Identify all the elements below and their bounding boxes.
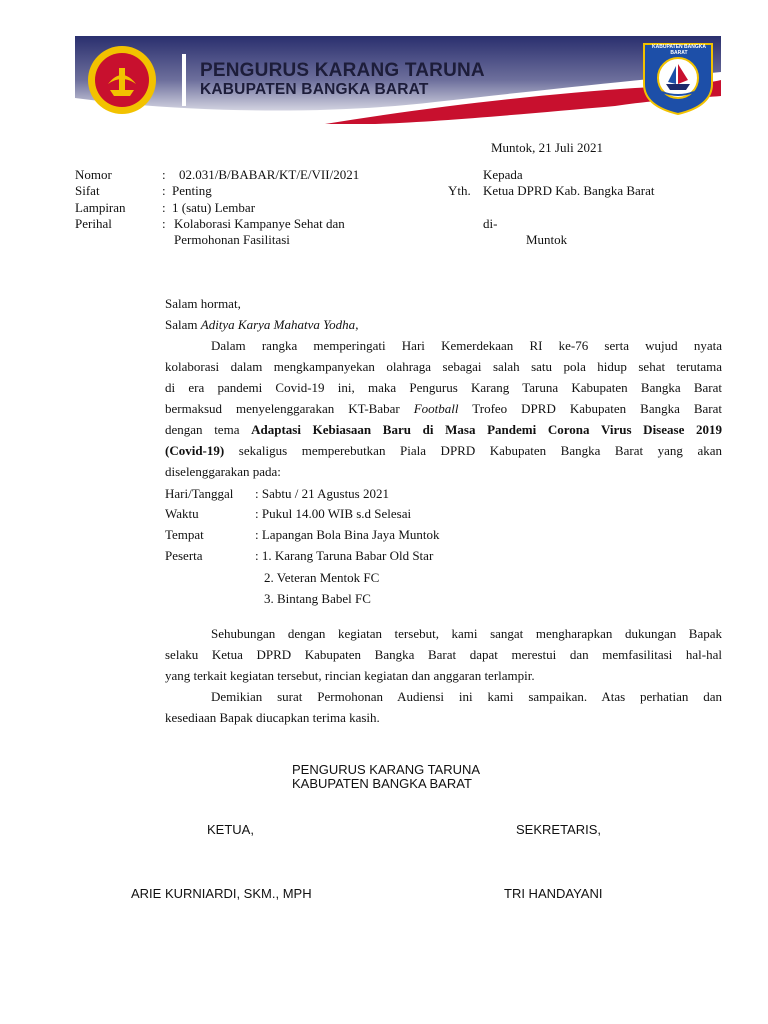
signoff-ketua-name: ARIE KURNIARDI, SKM., MPH <box>131 886 312 901</box>
para1-line7: diselenggarakan pada: <box>165 464 281 479</box>
para3-line2: kesediaan Bapak diucapkan terima kasih. <box>165 710 380 725</box>
para1-line4 <box>165 401 722 417</box>
lampiran-colon: : <box>162 200 166 215</box>
signoff-sekretaris-name: TRI HANDAYANI <box>504 886 603 901</box>
para1-line4-b: Trofeo DPRD Kabupaten Bangka Barat <box>458 401 723 416</box>
recipient-di: di- <box>483 216 498 231</box>
lampiran-value: 1 (satu) Lembar <box>172 200 256 215</box>
event-peserta-2: 2. Veteran Mentok FC <box>264 570 380 585</box>
karang-taruna-emblem-icon <box>86 44 158 116</box>
event-waktu-label: Waktu <box>165 506 199 521</box>
greeting-motto: Aditya Karya Mahatva Yodha <box>200 317 356 332</box>
nomor-label: Nomor <box>75 167 112 182</box>
greeting-prefix: Salam <box>165 317 201 332</box>
para1-football: Football <box>413 401 459 416</box>
para1-line4-a: bermaksud menyelenggarakan KT-Babar <box>165 401 414 416</box>
perihal-value-line2: Permohonan Fasilitasi <box>174 232 290 247</box>
para2-line1: Sehubungan dengan kegiatan tersebut, kami sangat mengharapkan dukungan Bapak <box>211 626 722 641</box>
greeting-line1: Salam hormat, <box>165 296 241 311</box>
right-emblem-text: KABUPATEN BANGKA BARAT <box>652 44 706 56</box>
sifat-value: Penting <box>172 183 212 198</box>
signoff-org-line2: KABUPATEN BANGKA BARAT <box>292 776 472 791</box>
perihal-label: Perihal <box>75 216 112 231</box>
recipient-place: Muntok <box>526 232 568 247</box>
greeting-line2 <box>165 317 358 333</box>
para1-covid: (Covid-19) <box>165 443 225 458</box>
event-peserta-1: : 1. Karang Taruna Babar Old Star <box>255 548 434 563</box>
sifat-label: Sifat <box>75 183 100 198</box>
lampiran-label: Lampiran <box>75 200 126 215</box>
event-hari-label: Hari/Tanggal <box>165 486 234 501</box>
signoff-ketua-title: KETUA, <box>207 822 254 837</box>
para1-line5 <box>165 422 722 438</box>
place-date: Muntok, 21 Juli 2021 <box>491 140 603 155</box>
event-peserta-3: 3. Bintang Babel FC <box>264 591 371 606</box>
para3-line1: Demikian surat Permohonan Audiensi ini kami sampaikan. Atas perhatian dan <box>211 689 722 704</box>
header-divider <box>182 54 186 106</box>
para2-line3: yang terkait kegiatan tersebut, rincian kegiatan dan anggaran terlampir. <box>165 668 535 683</box>
greeting-suffix: , <box>355 317 359 332</box>
para1-line3: di era pandemi Covid-19 ini, maka Pengurus Karang Taruna Kabupaten Bangka Barat <box>165 380 722 395</box>
signoff-org-line1: PENGURUS KARANG TARUNA <box>292 762 481 777</box>
letterhead-org-line2: KABUPATEN BANGKA BARAT <box>200 81 429 98</box>
recipient-yth: Yth. <box>448 183 471 198</box>
perihal-value-line1: Kolaborasi Kampanye Sehat dan <box>174 216 345 231</box>
event-waktu-value: : Pukul 14.00 WIB s.d Selesai <box>255 506 412 521</box>
nomor-value: 02.031/B/BABAR/KT/E/VII/2021 <box>179 167 360 182</box>
event-tempat-value: : Lapangan Bola Bina Jaya Muntok <box>255 527 440 542</box>
para1-line6-b: sekaligus memperebutkan Piala DPRD Kabupaten Bangka Barat yang akan <box>224 443 722 458</box>
perihal-colon: : <box>162 216 166 231</box>
recipient-kepada: Kepada <box>483 167 523 182</box>
event-hari-value: : Sabtu / 21 Agustus 2021 <box>255 486 389 501</box>
para1-line5-a: dengan tema <box>165 422 252 437</box>
para1-theme: Adaptasi Kebiasaan Baru di Masa Pandemi Corona Virus Disease 2019 <box>251 422 722 437</box>
sifat-colon: : <box>162 183 166 198</box>
signoff-sekretaris-title: SEKRETARIS, <box>516 822 602 837</box>
nomor-colon: : <box>162 167 166 182</box>
event-peserta-label: Peserta <box>165 548 203 563</box>
letterhead-org-line1: PENGURUS KARANG TARUNA <box>200 60 485 81</box>
para1-line2: kolaborasi dalam mengkampanyekan olahraga sebagai salah satu pola hidup sehat terutama <box>165 359 722 374</box>
event-tempat-label: Tempat <box>165 527 204 542</box>
recipient-name: Ketua DPRD Kab. Bangka Barat <box>483 183 655 198</box>
para2-line2: selaku Ketua DPRD Kabupaten Bangka Barat dapat merestui dan memfasilitasi hal-hal <box>165 647 722 662</box>
para1-line6 <box>165 443 722 459</box>
para1-line1: Dalam rangka memperingati Hari Kemerdekaan RI ke-76 serta wujud nyata <box>211 338 722 353</box>
